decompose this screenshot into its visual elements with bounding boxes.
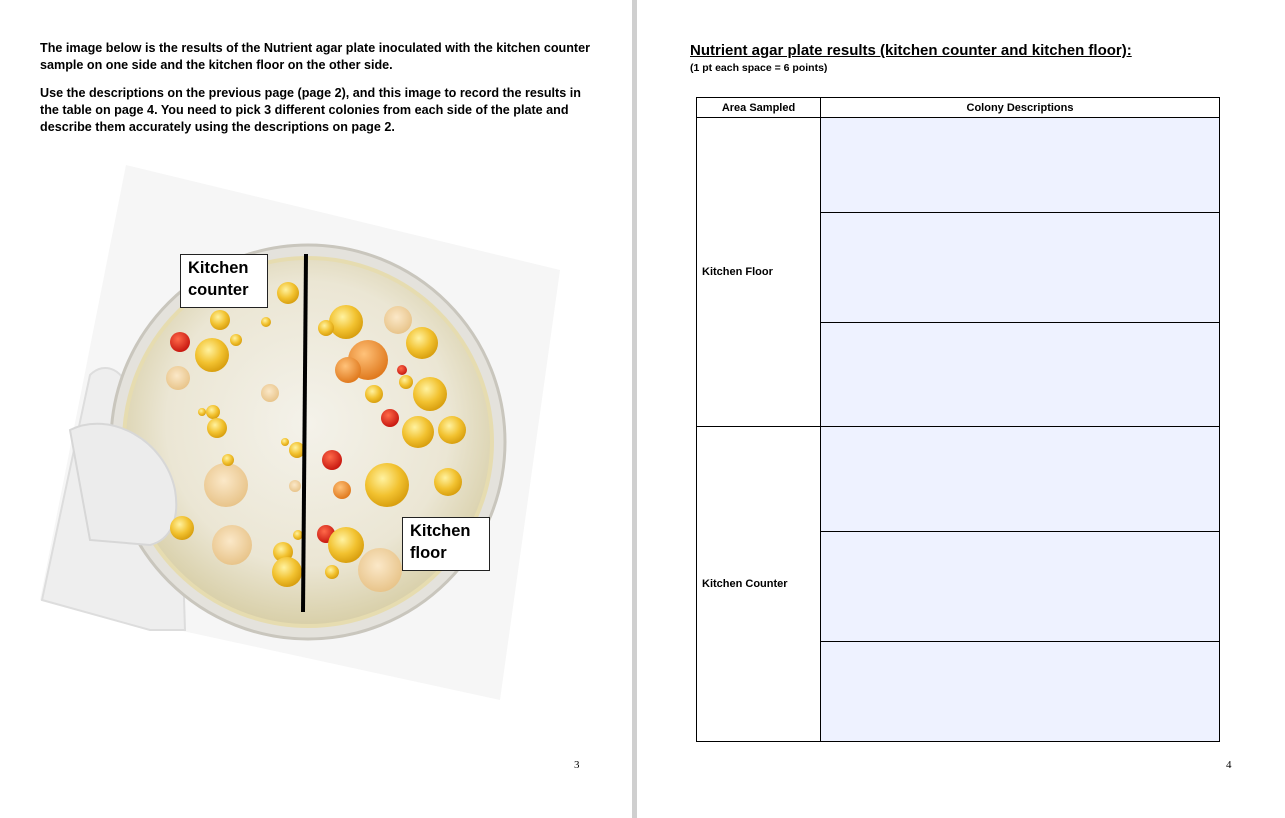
points-note: (1 pt each space = 6 points): [690, 62, 828, 74]
colony: [402, 416, 434, 448]
colony: [195, 338, 229, 372]
colony: [328, 527, 364, 563]
colony: [204, 463, 248, 507]
page-number: 3: [574, 759, 580, 771]
floor-description-cell-3[interactable]: [821, 323, 1220, 427]
colony: [207, 418, 227, 438]
colony: [281, 438, 289, 446]
table-row: [697, 427, 1220, 532]
header-colony-descriptions: Colony Descriptions: [821, 98, 1220, 118]
colony: [222, 454, 234, 466]
colony: [277, 282, 299, 304]
colony: [335, 357, 361, 383]
table-header-row: [697, 98, 1220, 118]
colony: [230, 334, 242, 346]
area-kitchen-counter: Kitchen Counter: [697, 427, 821, 742]
colony: [170, 516, 194, 540]
header-area-sampled: Area Sampled: [697, 98, 821, 118]
colony: [170, 332, 190, 352]
colony: [381, 409, 399, 427]
results-title: Nutrient agar plate results (kitchen counter and kitchen floor):: [690, 42, 1132, 59]
colony: [329, 305, 363, 339]
results-table: [696, 97, 1220, 742]
area-kitchen-floor: Kitchen Floor: [697, 118, 821, 427]
counter-description-cell-3[interactable]: [821, 642, 1220, 742]
colony: [206, 405, 220, 419]
label-line: Kitchen: [410, 522, 471, 540]
floor-description-cell-2[interactable]: [821, 213, 1220, 323]
label-line: floor: [410, 544, 447, 562]
page-3: [0, 0, 632, 818]
colony: [434, 468, 462, 496]
colony: [166, 366, 190, 390]
colony: [261, 384, 279, 402]
agar-plate-photo: [30, 160, 610, 720]
table-row: [697, 118, 1220, 213]
colony: [406, 327, 438, 359]
intro-paragraph: The image below is the results of the Nutrient agar plate inoculated with the kitchen counter sample on one side and the kitchen floor on the other side.: [40, 41, 591, 72]
colony: [333, 481, 351, 499]
label-line: Kitchen: [188, 259, 249, 277]
floor-description-cell-1[interactable]: [821, 118, 1220, 213]
colony: [318, 320, 334, 336]
label-line: counter: [188, 281, 249, 299]
counter-description-cell-2[interactable]: [821, 532, 1220, 642]
colony: [198, 408, 206, 416]
colony: [399, 375, 413, 389]
colony: [293, 530, 303, 540]
page-4: [637, 0, 1285, 818]
colony: [438, 416, 466, 444]
colony: [272, 557, 302, 587]
colony: [210, 310, 230, 330]
colony: [384, 306, 412, 334]
colony: [289, 480, 301, 492]
colony: [358, 548, 402, 592]
colony: [365, 385, 383, 403]
kitchen-floor-label: [402, 517, 490, 571]
colony: [325, 565, 339, 579]
colony: [413, 377, 447, 411]
page-number: 4: [1226, 759, 1232, 771]
colony: [261, 317, 271, 327]
instructions-paragraph: Use the descriptions on the previous page (page 2), and this image to record the results in the table on page 4. You need to pick 3 different colonies from each side of the plate and describe them accurately using the descriptions on page 2.: [40, 86, 581, 134]
counter-description-cell-1[interactable]: [821, 427, 1220, 532]
colony: [397, 365, 407, 375]
colony: [212, 525, 252, 565]
kitchen-counter-label: [180, 254, 268, 308]
colony: [365, 463, 409, 507]
colony: [322, 450, 342, 470]
